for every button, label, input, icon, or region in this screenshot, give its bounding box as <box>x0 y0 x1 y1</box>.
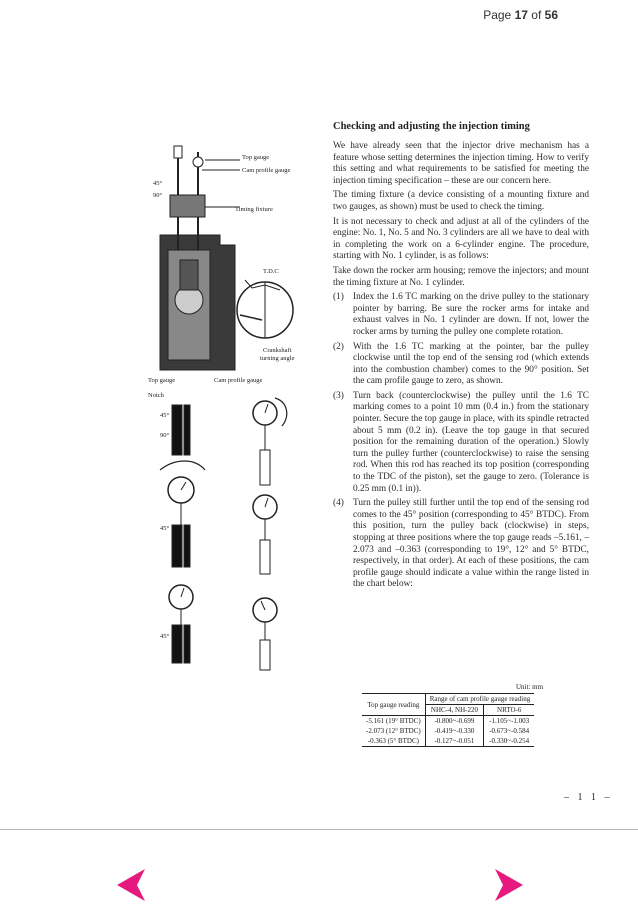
step-number: (1) <box>333 292 344 303</box>
paragraph: Take down the rocker arm housing; remove the injectors; and mount the timing fixture at No. 1 cylinder. <box>333 265 589 288</box>
label-cam-profile-gauge: Cam profile gauge <box>242 167 291 174</box>
label-top-gauge: Top gauge <box>242 154 270 161</box>
timing-fixture-illustration <box>140 140 310 680</box>
subheader-nrto: NRTO-6 <box>497 706 522 714</box>
header-range: Range of cam profile gauge reading <box>425 694 534 705</box>
table-row <box>362 716 534 727</box>
label-crankshaft: Crankshaft <box>263 347 292 354</box>
label-tdc: T.D.C <box>263 268 279 275</box>
label-90-b: 90° <box>160 432 170 439</box>
step-item <box>333 391 589 495</box>
cell-range-a: -0.127~-0.051 <box>425 736 483 747</box>
page-indicator <box>483 8 558 22</box>
cell-range-a: -0.419~-0.330 <box>425 726 483 736</box>
arrow-right-icon <box>493 868 525 902</box>
label-cam-profile-gauge-2: Cam profile gauge <box>214 377 263 384</box>
cell-range-b: -0.330~-0.254 <box>489 737 530 745</box>
label-notch: Notch <box>148 392 164 399</box>
section-title: Checking and adjusting the injection timing <box>333 121 530 132</box>
cell-range-b: -0.673~-0.584 <box>489 727 530 735</box>
cell-reading: -0.363 (5° BTDC) <box>362 736 425 747</box>
body-text <box>333 141 589 594</box>
printed-page-number: – 1 1 – <box>564 792 613 803</box>
header-top-gauge: Top gauge reading <box>362 694 425 716</box>
paragraph: We have already seen that the injector drive mechanism has a feature whose setting determines the injection timing. How to verify this setting and what requirements to be satisfied for meeting the injection timing specification – these are our concern here. <box>333 141 589 186</box>
step-text: Turn the pulley still further until the top end of the sensing rod comes to the 45° position (corresponding to 45° BTDC). From this position, turn the pulley back (clockwise) in steps, stopping at three positions where the top gauge reads –5.161, –2.073 and –0.363 (corresponding to 19°, 12° and 5° BTDC, respectively, in that order). At each of these positions, the cam profile gauge should indicate a value within the range listed in the chart below: <box>353 498 589 590</box>
step-text: Turn back (counterclockwise) the pulley until the 1.6 TC marking comes to a point 10 mm (0.4 in.) from the stationary pointer. Secure the top gauge in place, with its spindle retracted about 5 mm (0.2 in). (Leave the top gauge in that secured position for the remaining duration of the operation.) Slowly turn the pulley further (counterclockwise) to raise the sensing rod. When this rod has reached its top position (corresponding to the TDC of the piston), set the gauge to zero. (Tolerance is 0.25 mm (0.1 in)). <box>353 390 589 494</box>
label-45: 45° <box>153 180 163 187</box>
paragraph: It is not necessary to check and adjust at all of the cylinders of the engine: No. 1, No. 5 and No. 3 cylinders are all we have to deal with in completing the work on a 6-cylinder engine. The procedure, starting with No. 1 cylinder, is as follows: <box>333 216 589 262</box>
next-page-button[interactable] <box>493 868 523 908</box>
page-current: 17 <box>514 8 528 22</box>
label-45-c: 45° <box>160 633 170 640</box>
page-prefix: Page <box>483 8 512 22</box>
page-total: 56 <box>544 8 558 22</box>
cell-reading: -5.161 (19° BTDC) <box>362 716 425 727</box>
step-number: (2) <box>333 341 344 352</box>
step-number: (3) <box>333 390 344 401</box>
table-row <box>362 726 534 736</box>
table-unit: Unit: mm <box>516 683 544 691</box>
step-item <box>333 292 589 338</box>
table-row <box>362 736 534 747</box>
label-turning-angle: turning angle <box>260 355 295 362</box>
label-90: 90° <box>153 192 163 199</box>
paragraph: The timing fixture (a device consisting of a mounting fixture and two gauges, as shown) must be used to check the timing. <box>333 190 589 212</box>
step-text: Index the 1.6 TC marking on the drive pulley to the stationary pointer by barring. Be sure the rocker arms for intake and exhaust valves in No. 1 cylinder are down. If not, lower the rocker arms by turning the pulley one complete rotation. <box>353 292 589 337</box>
subheader-nhc: NHC-4, NH-220 <box>425 705 483 716</box>
step-text: With the 1.6 TC marking at the pointer, bar the pulley clockwise until the top end of the sensing rod (which extends into the combustion chamber) comes to the 90° position. Set the cam profile gauge to zero, as shown. <box>353 341 589 387</box>
cell-range-a: -0.800~-0.699 <box>425 716 483 727</box>
timing-spec-table <box>362 693 534 747</box>
cell-range-b: -1.105~-1.003 <box>489 717 530 725</box>
label-45-a: 45° <box>160 412 170 419</box>
label-timing-fixture: Timing fixture <box>235 206 273 213</box>
previous-page-button[interactable] <box>115 868 145 908</box>
arrow-left-icon <box>115 868 147 902</box>
label-top-gauge-2: Top gauge <box>148 377 176 384</box>
cell-reading: -2.073 (12° BTDC) <box>362 726 425 736</box>
footer-divider <box>0 829 638 830</box>
label-45-b: 45° <box>160 525 170 532</box>
step-number: (4) <box>333 498 344 509</box>
step-item <box>333 342 589 388</box>
page-of: of <box>531 8 542 22</box>
step-item <box>333 498 589 591</box>
